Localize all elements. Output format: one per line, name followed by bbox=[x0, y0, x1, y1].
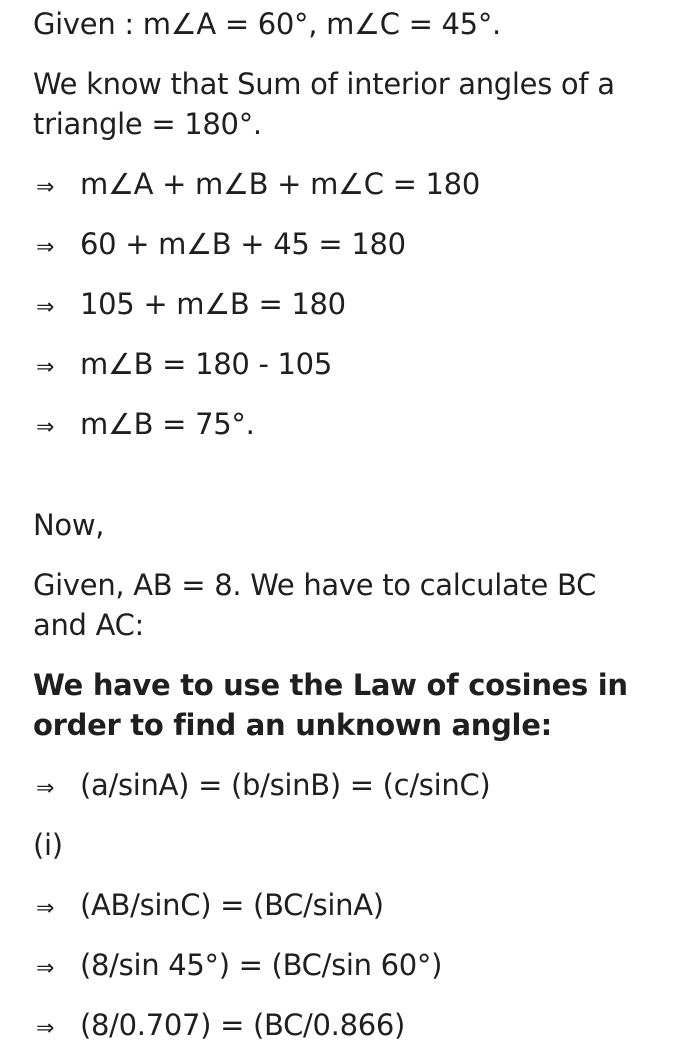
step-text: m∠B = 180 - 105 bbox=[80, 347, 332, 381]
implies-arrow-icon: ⇒ bbox=[36, 896, 55, 921]
step-text: m∠B = 75°. bbox=[80, 407, 255, 441]
implies-arrow-icon: ⇒ bbox=[36, 415, 55, 440]
step-row bbox=[36, 945, 442, 989]
step-text: 105 + m∠B = 180 bbox=[80, 287, 346, 321]
step-row bbox=[36, 404, 255, 448]
implies-arrow-icon: ⇒ bbox=[36, 235, 55, 260]
now-label: Now, bbox=[33, 508, 105, 542]
implies-arrow-icon: ⇒ bbox=[36, 355, 55, 380]
implies-arrow-icon: ⇒ bbox=[36, 175, 55, 200]
implies-arrow-icon: ⇒ bbox=[36, 1016, 55, 1041]
law-heading-line1: We have to use the Law of cosines in bbox=[33, 668, 628, 702]
angle-sum-statement-line2: triangle = 180°. bbox=[33, 107, 262, 141]
step-row bbox=[36, 1005, 405, 1049]
step-text: (8/sin 45°) = (BC/sin 60°) bbox=[80, 948, 443, 982]
angle-sum-statement-line1: We know that Sum of interior angles of a bbox=[33, 67, 615, 101]
step-text: (8/0.707) = (BC/0.866) bbox=[80, 1008, 406, 1042]
implies-arrow-icon: ⇒ bbox=[36, 295, 55, 320]
given-side-line2: and AC: bbox=[33, 608, 145, 642]
given-angles: Given : m∠A = 60°, m∠C = 45°. bbox=[33, 7, 501, 41]
law-formula-row bbox=[36, 765, 490, 809]
step-row bbox=[36, 164, 480, 208]
step-row bbox=[36, 284, 346, 328]
part-label: (i) bbox=[33, 828, 63, 862]
implies-arrow-icon: ⇒ bbox=[36, 776, 55, 801]
step-text: (AB/sinC) = (BC/sinA) bbox=[80, 888, 384, 922]
law-formula: (a/sinA) = (b/sinB) = (c/sinC) bbox=[80, 768, 491, 802]
implies-arrow-icon: ⇒ bbox=[36, 956, 55, 981]
step-text: m∠A + m∠B + m∠C = 180 bbox=[80, 167, 480, 201]
step-text: 60 + m∠B + 45 = 180 bbox=[80, 227, 406, 261]
step-row bbox=[36, 344, 332, 388]
step-row bbox=[36, 224, 406, 268]
law-heading-line2: order to find an unknown angle: bbox=[33, 708, 552, 742]
given-side-line1: Given, AB = 8. We have to calculate BC bbox=[33, 568, 597, 602]
step-row bbox=[36, 885, 384, 929]
